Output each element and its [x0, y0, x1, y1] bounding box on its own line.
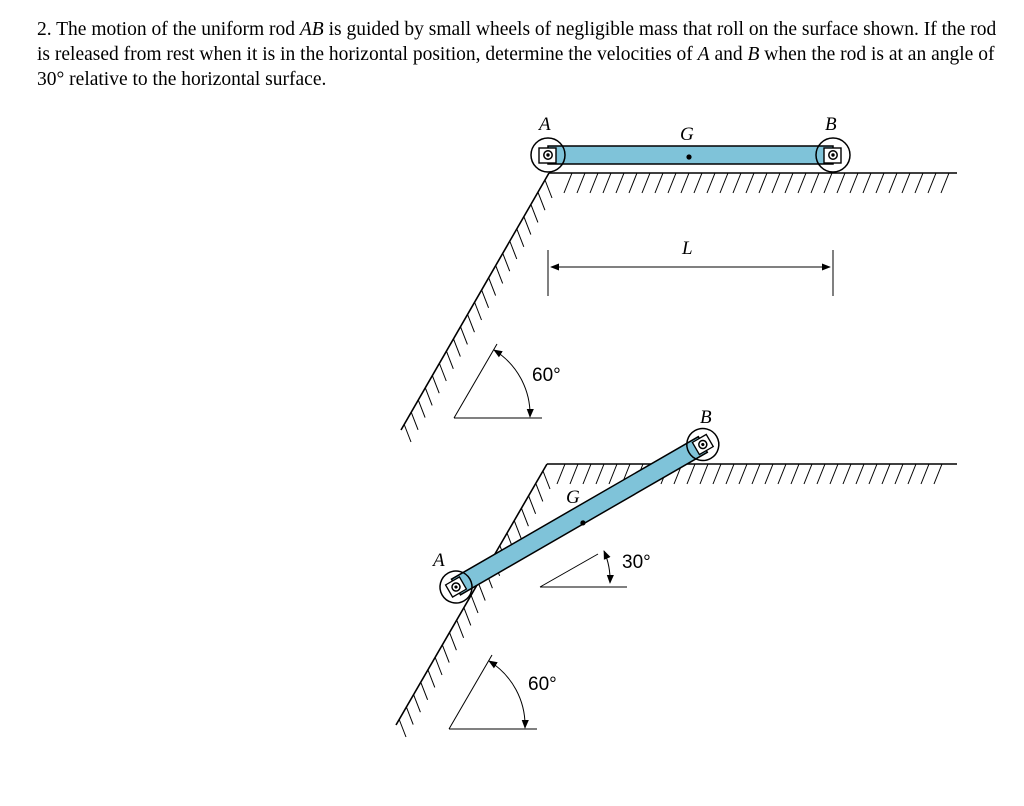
wall-angle-label-bottom: 60°	[528, 674, 557, 695]
bottom-horizontal-hatching	[557, 464, 942, 484]
rod-name: AB	[299, 19, 324, 40]
rod-ab-inclined	[434, 423, 725, 609]
label-b-top: B	[825, 114, 837, 135]
rod-angle-indicator	[540, 551, 627, 587]
label-b-bottom: B	[700, 407, 712, 428]
label-g-bottom: G	[566, 487, 580, 508]
problem-number: 2.	[37, 19, 52, 40]
wall-angle-indicator-top	[454, 344, 542, 418]
bottom-incline-surface	[396, 464, 547, 725]
label-g-top: G	[680, 124, 694, 145]
label-a-bottom: A	[433, 550, 445, 571]
wall-angle-label-top: 60°	[532, 365, 561, 386]
top-horizontal-hatching	[564, 173, 949, 193]
top-figure	[401, 114, 957, 442]
bottom-figure	[396, 407, 957, 737]
wall-angle-indicator-bottom	[449, 655, 537, 729]
bottom-incline-hatching	[399, 471, 550, 737]
label-a-top: A	[539, 114, 551, 135]
label-length: L	[682, 238, 693, 259]
rod-angle-label: 30°	[622, 552, 651, 573]
center-of-mass-top	[686, 154, 691, 159]
problem-statement: 2. The motion of the uniform rod AB is guided by small wheels of negligible mass that roll on the surface shown. If the rod is released from rest when it is in the horizontal position, determine the velocities of A and B when the rod is at an angle of 30° relative to the horizontal surface.	[37, 19, 997, 90]
top-incline-hatching	[404, 180, 552, 442]
